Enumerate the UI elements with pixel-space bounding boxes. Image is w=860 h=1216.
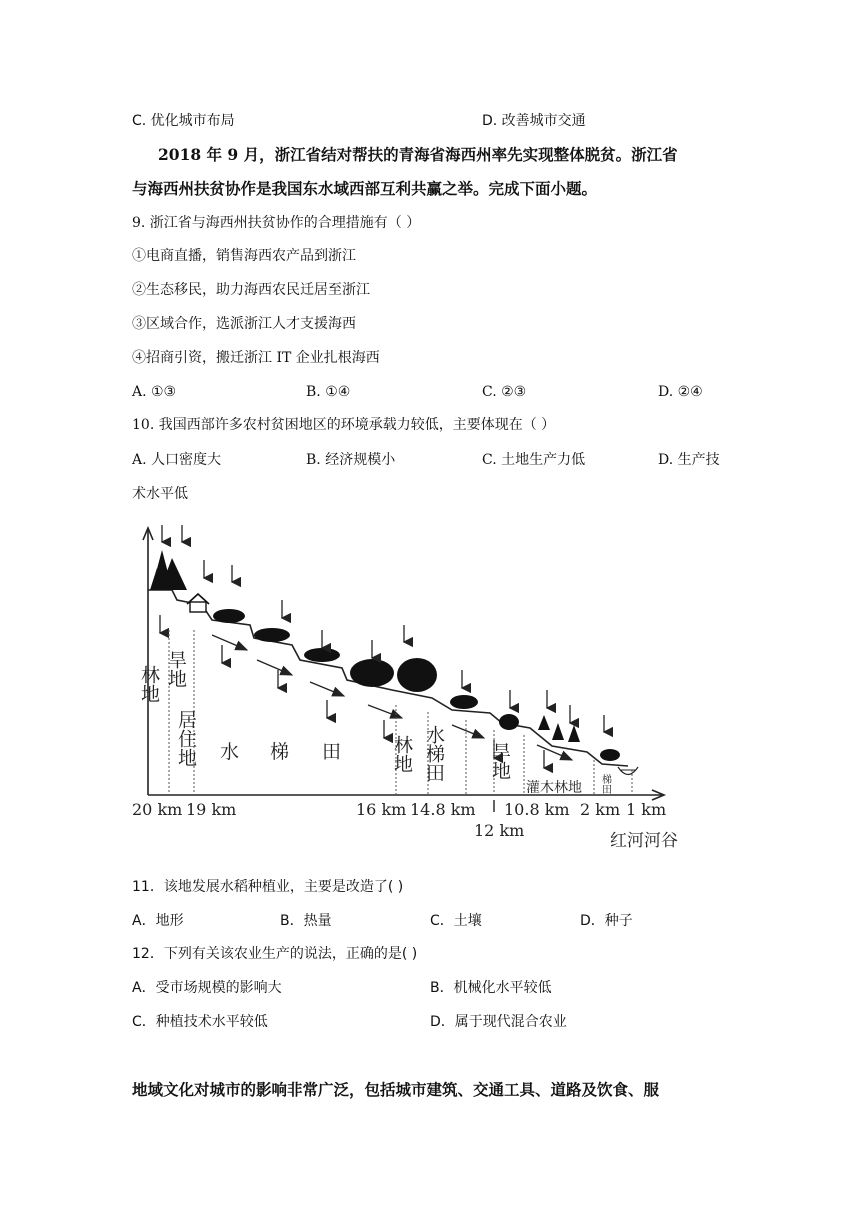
zone-label: 水梯田 <box>423 725 445 782</box>
q11-option-c: C．土壤 <box>430 913 482 929</box>
passage-line: 地域文化对城市的影响非常广泛，包括城市建筑、交通工具、道路及饮食、服 <box>132 1080 660 1099</box>
vegetation <box>150 550 620 761</box>
valley-label: 红河河谷 <box>610 831 678 851</box>
zone-label: 水 <box>220 741 240 763</box>
q9-option-d: D. ②④ <box>658 384 703 400</box>
zone-label: 田 <box>322 741 342 763</box>
zone-label: 旱地 <box>489 742 511 780</box>
q9-item: ①电商直播，销售海西农产品到浙江 <box>132 248 356 264</box>
question-11-stem: 11．该地发展水稻种植业，主要是改造了( ) <box>132 879 404 895</box>
q9-option-a: A. ①③ <box>132 384 177 400</box>
q9-item: ④招商引资，搬迁浙江 IT 企业扎根海西 <box>132 350 380 366</box>
distance-label: 14.8 km <box>410 800 476 819</box>
question-10-stem: 10. 我国西部许多农村贫困地区的环境承载力较低，主要体现在（ ） <box>132 417 556 433</box>
distance-label: 12 km <box>474 821 525 840</box>
zone-label: 梯田 <box>599 774 611 794</box>
distance-label: 2 km <box>580 800 621 819</box>
zone-label: 梯 <box>270 741 290 763</box>
zone-label: 居住地 <box>175 710 197 767</box>
q10-option-b: B. 经济规模小 <box>306 452 396 468</box>
zone-label: 灌木林地 <box>526 780 582 796</box>
q12-option-b: B．机械化水平较低 <box>430 980 552 996</box>
distance-label: 19 km <box>186 800 237 819</box>
q11-option-b: B．热量 <box>280 913 332 929</box>
q12-option-c: C．种植技术水平较低 <box>132 1014 268 1030</box>
q10-option-d: D. 生产技 <box>658 452 720 468</box>
q10-option-d-cont: 术水平低 <box>132 486 188 502</box>
q9-item: ③区域合作，选派浙江人才支援海西 <box>132 316 356 332</box>
q9-item: ②生态移民，助力海西农民迁居至浙江 <box>132 282 370 298</box>
q10-option-c: C. 土地生产力低 <box>482 452 586 468</box>
zone-label: 林地 <box>138 665 160 703</box>
distance-label: 20 km <box>132 800 183 819</box>
question-12-stem: 12．下列有关该农业生产的说法，正确的是( ) <box>132 946 418 962</box>
q10-option-a: A. 人口密度大 <box>132 452 222 468</box>
passage-line: 与海西州扶贫协作是我国东水域西部互利共赢之举。完成下面小题。 <box>132 179 598 198</box>
passage-line: 2018 年 9 月，浙江省结对帮扶的青海省海西州率先实现整体脱贫。浙江省 <box>158 145 678 164</box>
distance-label: 1 km <box>626 800 667 819</box>
option-c: C. 优化城市布局 <box>132 113 235 129</box>
q9-option-c: C. ②③ <box>482 384 527 400</box>
distance-label: 10.8 km <box>504 800 570 819</box>
q12-option-a: A．受市场规模的影响大 <box>132 980 282 996</box>
terrain-profile-diagram <box>132 520 702 860</box>
precipitation-arrows <box>160 525 604 768</box>
distance-label: 16 km <box>356 800 407 819</box>
q12-option-d: D．属于现代混合农业 <box>430 1014 567 1030</box>
option-d: D. 改善城市交通 <box>482 113 586 129</box>
q11-option-d: D．种子 <box>580 913 633 929</box>
q11-option-a: A．地形 <box>132 913 184 929</box>
q9-option-b: B. ①④ <box>306 384 351 400</box>
question-9-stem: 9. 浙江省与海西州扶贫协作的合理措施有（ ） <box>132 215 421 231</box>
zone-label: 林地 <box>391 735 413 773</box>
zone-label: 旱地 <box>165 650 187 688</box>
